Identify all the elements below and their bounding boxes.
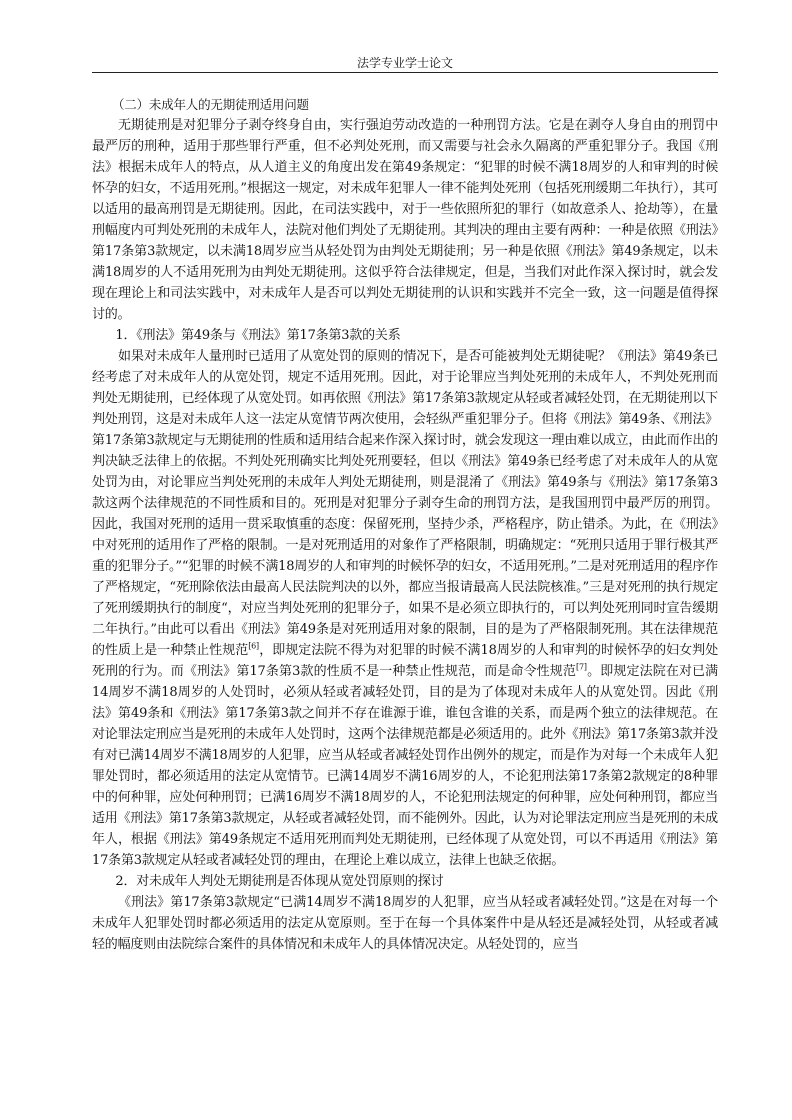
paragraph-analysis-part-a: 如果对未成年人量刑时已适用了从宽处罚的原则的情况下，是否可能被判处无期徒呢？《刑法》第49条已经考虑了对未成年人的从宽处罚，规定不适用死刑。因此，对于论罪应当判处死刑的未成年人，不判处死刑而判处无期徒刑，已经体现了从宽处罚。如再依照《刑法》第17条第3款规定从轻或者减轻处罚，在无期徒刑以下判处刑罚，这是对未成年人这一法定从宽情节两次使用，会轻纵严重犯罪分子。但将《刑法》第49条、《刑法》第17条第3款规定与无期徒刑的性质和适用结合起来作深入探讨时，就会发现这一理由难以成立，由此而作出的判决缺乏法律上的依据。不判处死刑确实比判处死刑要轻，但以《刑法》第49条已经考虑了对未成年人的从宽处罚为由，对论罪应当判处死刑的未成年人判处无期徒刑，则是混淆了《刑法》第49条与《刑法》第17条第3款这两个法律规范的不同性质和目的。死刑是对犯罪分子剥夺生命的刑罚方法，是我国刑罚中最严厉的刑罚。因此，我国对死刑的适用一贯采取慎重的态度：保留死刑，坚持少杀，严格程序，防止错杀。为此，在《刑法》中对死刑的适用作了严格的限制。一是对死刑适用的对象作了严格限制，明确规定：“死刑只适用于罪行极其严重的犯罪分子。”“犯罪的时候不满18周岁的人和审判的时候怀孕的妇女，不适用死刑。”二是对死刑适用的程序作了严格规定，“死刑除依法由最高人民法院判决的以外，都应当报请最高人民法院核准。”三是对死刑的执行规定了死刑缓期执行的制度“，对应当判处死刑的犯罪分子，如果不是必须立即执行的，可以判处死刑同时宣告缓期二年执行。”由此可以看出《刑法》第49条是对死刑适用对象的限制，目的是为了严格限制死刑。其在法律规范的性质上是一种禁止性规范 <box>92 349 718 658</box>
thesis-body <box>92 94 718 955</box>
subsection-title-2: 2．对未成年人判处无期徒刑是否体现从宽处罚原则的探讨 <box>115 874 444 889</box>
paragraph-lenient-principle: 《刑法》第17条第3款规定“已满14周岁不满18周岁的人犯罪，应当从轻或者减轻处罚。”这是在对每一个未成年人犯罪处罚时都必须适用的法定从宽原则。至于在每一个具体案件中是从轻还是减轻处罚，从轻或者减轻的幅度则由法院综合案件的具体情况和未成年人的具体情况决定。从轻处罚的，应当 <box>92 895 718 952</box>
subsection-title-1: 1．《刑法》第49条与《刑法》第17条第3款的关系 <box>115 328 401 343</box>
paragraph-analysis-part-b: ，即规定法院不得为对犯罪的时候不满18周岁的人和审判的时候怀孕的妇女判处死刑的行为。而《刑法》第17条第3款的性质不是一种禁止性规范，而是命令性规范 <box>92 643 718 679</box>
citation-6[interactable]: [6] <box>248 641 259 651</box>
section-title: （二）未成年人的无期徒刑适用问题 <box>112 97 309 112</box>
header-rule <box>92 72 718 73</box>
paragraph-analysis-part-c: 。即规定法院在对已满14周岁不满18周岁的人处罚时，必须从轻或者减轻处罚，目的是为了体现对未成年人的从宽处罚。因此《刑法》第49条和《刑法》第17条第3款之间并不存在谁源于谁，谁包含谁的关系，而是两个独立的法律规范。在对论罪法定刑应当是死刑的未成年人处罚时，这两个法律规范都是必须适用的。此外《刑法》第17条第3款并没有对已满14周岁不满18周岁的人犯罪，应当从轻或者减轻处罚作出例外的规定，而是作为对每一个未成年人犯罪处罚时，都必须适用的法定从宽情节。已满14周岁不满16周岁的人，不论犯刑法第17条第2款规定的8种罪中的何种罪，应处何种刑罚；已满16周岁不满18周岁的人，不论犯刑法规定的何种罪，应处何种刑罚，都应当适用《刑法》第17条第3款规定，从轻或者减轻处罚，而不能例外。因此，认为对论罪法定刑应当是死刑的未成年人，根据《刑法》第49条规定不适用死刑而判处无期徒刑，已经体现了从宽处罚，可以不再适用《刑法》第17条第3款规定从轻或者减轻处罚的理由，在理论上难以成立，法律上也缺乏依据。 <box>92 664 718 868</box>
paragraph-analysis <box>92 346 718 871</box>
paragraph-intro: 无期徒刑是对犯罪分子剥夺终身自由，实行强迫劳动改造的一种刑罚方法。它是在剥夺人身自由的刑罚中最严厉的刑种，适用于那些罪行严重，但不必判处死刑，而又需要与社会永久隔离的严重犯罪分子。我国《刑法》根据未成年人的特点，从人道主义的角度出发在第49条规定：“犯罪的时候不满18周岁的人和审判的时候怀孕的妇女，不适用死刑。”根据这一规定，对未成年犯罪人一律不能判处死刑（包括死刑缓期二年执行），其可以适用的最高刑罚是无期徒刑。因此，在司法实践中，对于一些依照所犯的罪行（如故意杀人、抢劫等），在量刑幅度内可判处死刑的未成年人，法院对他们判处了无期徒刑。其判决的理由主要有两种：一种是依照《刑法》第17条第3款规定，以未满18周岁应当从轻处罚为由判处无期徒刑；另一种是依照《刑法》第49条规定，以未满18周岁的人不适用死刑为由判处无期徒刑。这似乎符合法律规定，但是，当我们对此作深入探讨时，就会发现在理论上和司法实践中，对未成年人是否可以判处无期徒刑的认识和实践并不完全一致，这一问题是值得探讨的。 <box>92 118 718 322</box>
running-header: 法学专业学士论文 <box>356 56 453 70</box>
citation-7[interactable]: [7] <box>576 662 587 672</box>
